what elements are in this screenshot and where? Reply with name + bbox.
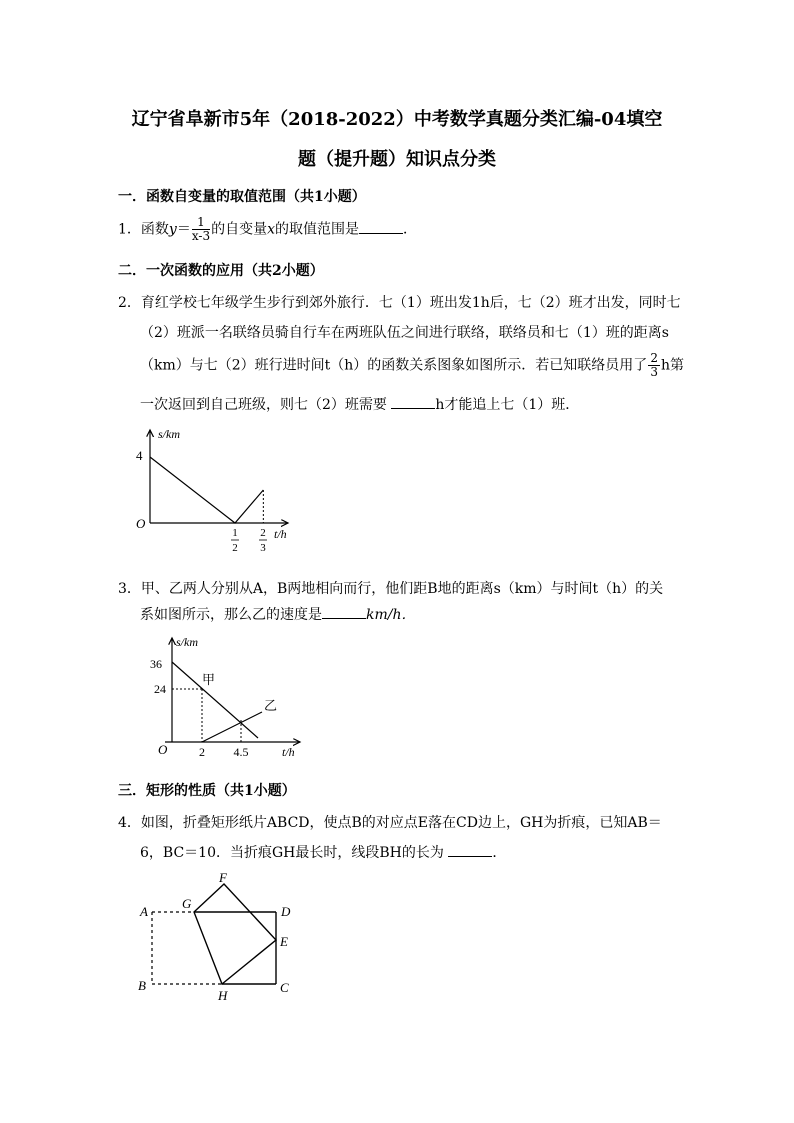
- series-line: [150, 457, 263, 523]
- q1-fraction: [192, 216, 210, 243]
- q2-frac-den: 3: [650, 365, 658, 379]
- q2-line4-end: h才能追上七（1）班．: [435, 397, 580, 413]
- x-tick-half-num: 1: [232, 527, 238, 539]
- answer-blank: [391, 396, 435, 409]
- x-tick-twothirds-num: 2: [260, 527, 266, 539]
- answer-blank: [322, 606, 366, 619]
- q1-number: 1．: [118, 221, 141, 238]
- y-tick-24: 24: [154, 682, 166, 696]
- x-tick-2: 2: [199, 745, 205, 759]
- x-tick-twothirds-den: 3: [260, 542, 266, 554]
- section-heading-2: 二．一次函数的应用（共2小题）: [118, 263, 324, 279]
- label-yi: 乙: [264, 698, 278, 713]
- q4-line2-text: 6，BC＝10．当折痕GH最长时，线段BH的长为: [140, 845, 449, 861]
- q1-eq: ＝: [176, 221, 191, 238]
- q2-frac-num: 2: [650, 351, 658, 365]
- section-heading-1: 一．函数自变量的取值范围（共1小题）: [118, 189, 366, 205]
- q2-line3-end: h第: [660, 357, 684, 374]
- q1-var-x: x: [267, 221, 275, 238]
- q2-line1: 2．育红学校七年级学生步行到郊外旅行．七（1）班出发1h后，七（2）班才出发，同时七: [118, 295, 681, 311]
- q1-text: 函数: [140, 221, 169, 238]
- origin-label: O: [136, 516, 146, 531]
- point-G: G: [182, 896, 192, 911]
- q3-line1: 3．甲、乙两人分别从A，B两地相向而行，他们距B地的距离s（km）与时间t（h）的关: [118, 581, 664, 597]
- x-axis-label: t/h: [282, 745, 295, 759]
- figure-3-rectangle: [130, 866, 300, 1006]
- figure-1-graph: [130, 420, 310, 560]
- q1-frac-den: x-3: [191, 229, 211, 243]
- point-F: F: [219, 870, 227, 885]
- q2-fraction: [648, 352, 660, 379]
- q1-var-y: y: [168, 221, 177, 238]
- folded-quad-GFEH: [194, 884, 276, 984]
- q1-frac-num: 1: [192, 216, 210, 230]
- q1-text3: 的取值范围是: [275, 221, 359, 238]
- x-tick-4.5: 4.5: [233, 745, 249, 759]
- figure-2-graph: [140, 630, 315, 765]
- q2-line3: [140, 352, 684, 379]
- x-tick-half-den: 2: [232, 542, 238, 554]
- point-C: C: [280, 980, 289, 995]
- q2-line3-text: （km）与七（2）班行进时间t（h）的函数关系图象如图所示．若已知联络员用了: [140, 357, 648, 374]
- line-yi: [202, 712, 262, 742]
- point-D: D: [281, 904, 291, 919]
- doc-title-line2: 题（提升题）知识点分类: [298, 149, 496, 170]
- point-E: E: [280, 934, 288, 949]
- y-tick-36: 36: [150, 657, 162, 671]
- fig1-series: [150, 457, 263, 523]
- answer-blank: [448, 844, 492, 857]
- q4-line1: 4．如图，折叠矩形纸片ABCD，使点B的对应点E落在CD边上，GH为折痕，已知AB＝: [118, 815, 662, 831]
- point-H: H: [218, 988, 228, 1003]
- y-axis-label: s/km: [158, 427, 180, 441]
- q4-line2-end: ．: [492, 845, 507, 861]
- q1-text2: 的自变量: [211, 221, 268, 238]
- answer-blank: [359, 221, 403, 234]
- q1-end: ．: [403, 221, 417, 238]
- q2-line2: （2）班派一名联络员骑自行车在两班队伍之间进行联络，联络员和七（1）班的距离s: [140, 325, 669, 341]
- q2-line4-text: 一次返回到自己班级，则七（2）班需要: [140, 397, 392, 413]
- point-A: A: [140, 904, 148, 919]
- q3-line2-text: 系如图所示，那么乙的速度是: [140, 607, 322, 623]
- question-1: [118, 216, 417, 243]
- label-jia: 甲: [202, 672, 216, 687]
- y-tick-label: 4: [136, 448, 143, 463]
- section-heading-3: 三．矩形的性质（共1小题）: [118, 783, 296, 799]
- doc-title-line1: 辽宁省阜新市5年（2018-2022）中考数学真题分类汇编-04填空: [131, 109, 663, 130]
- origin-label: O: [158, 742, 168, 757]
- point-B: B: [138, 978, 146, 993]
- q4-line2: [140, 842, 506, 862]
- q3-line2-end: km/h．: [366, 607, 416, 623]
- q3-line2: [140, 604, 416, 624]
- x-axis-label: t/h: [274, 527, 287, 541]
- q2-line4: [140, 394, 579, 414]
- y-axis-label: s/km: [176, 635, 198, 649]
